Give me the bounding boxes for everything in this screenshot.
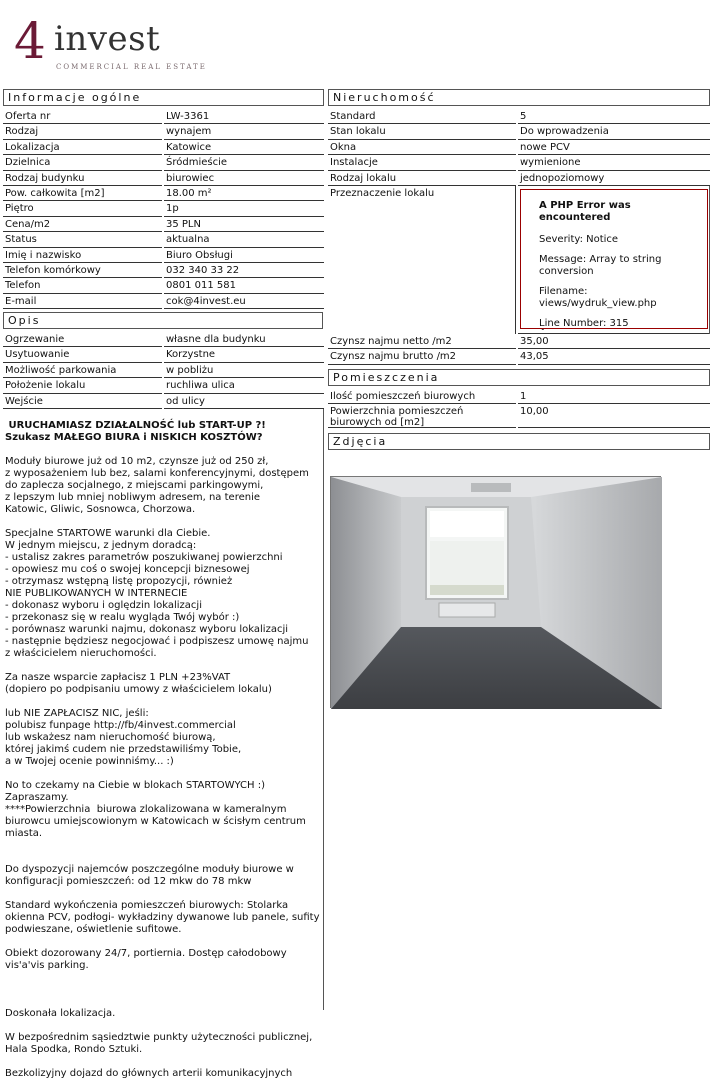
general-info-label: Oferta nr <box>3 109 162 124</box>
general-info-label: Lokalizacja <box>3 140 162 155</box>
office-photo-image <box>331 477 662 709</box>
rooms-value: 1 <box>518 389 710 404</box>
property-value: 5 <box>518 109 710 124</box>
rent-label: Czynsz najmu brutto /m2 <box>328 349 516 364</box>
general-info-value: 0801 011 581 <box>164 278 324 293</box>
property-value: nowe PCV <box>518 140 710 155</box>
attribute-label: Położenie lokalu <box>3 378 162 393</box>
general-info-table <box>3 109 324 309</box>
rent-value: 43,05 <box>518 349 710 364</box>
general-info-value: wynajem <box>164 124 324 139</box>
company-logo <box>14 12 207 74</box>
attribute-label: Możliwość parkowania <box>3 363 162 378</box>
rent-row <box>328 349 710 364</box>
property-table <box>328 109 710 186</box>
logo-word: invest <box>54 19 161 59</box>
attribute-label: Ogrzewanie <box>3 332 162 347</box>
rooms-label: Ilość pomieszczeń biurowych <box>328 389 516 404</box>
general-info-value: biurowiec <box>164 171 324 186</box>
general-info-label: Piętro <box>3 201 162 216</box>
php-error-severity: Severity: Notice <box>539 234 619 245</box>
general-info-row <box>3 186 324 201</box>
attribute-value: własne dla budynku <box>164 332 324 347</box>
general-info-row <box>3 294 324 309</box>
general-info-label: Pow. całkowita [m2] <box>3 186 162 201</box>
property-section-header: Nieruchomość <box>328 89 710 106</box>
description-section-header: Opis <box>3 312 323 329</box>
general-info-row <box>3 263 324 278</box>
attribute-value: w pobliżu <box>164 363 324 378</box>
property-row <box>328 124 710 139</box>
general-info-value: 1p <box>164 201 324 216</box>
logo-number: 4 <box>14 12 46 70</box>
attribute-row <box>3 394 324 409</box>
general-info-row <box>3 124 324 139</box>
property-label: Standard <box>328 109 516 124</box>
rent-label: Czynsz najmu netto /m2 <box>328 334 516 349</box>
rooms-row <box>328 404 710 428</box>
purpose-label: Przeznaczenie lokalu <box>328 186 516 334</box>
rooms-table <box>328 389 710 428</box>
general-section-header: Informacje ogólne <box>3 89 324 106</box>
left-column <box>3 89 324 1080</box>
description-headline: URUCHAMIASZ DZIAŁALNOŚĆ lub START-UP ?! Szukasz MAŁEGO BIURA i NISKICH KOSZTÓW? <box>5 420 266 444</box>
attribute-row <box>3 363 324 378</box>
description-body: Moduły biurowe już od 10 m2, czynsze już od 250 zł, z wyposażeniem lub bez, salami konferencyjnymi, dostępem do zaplecza socjalnego, z miejscami parkingowymi, z lepszym lub mniej nobliwym adresem, na terenie Katowic, Gliwic, Sosnowca, Chorzowa. Specjalne STARTOWE warunki dla Ciebie. W jednym miejscu, z jednym doradcą: - ustalisz zakres parametrów poszukiwanej powierzchni - opowiesz mu coś o swojej koncepcji biznesowej - otrzymasz wstępną listę propozycji, również NIE PUBLIKOWANYCH W INTERNECIE - dokonasz wyboru i oględzin lokalizacji - przekonasz się w realu wygląda Twój wybór :) - porównasz warunki najmu, dokonasz wyboru lokalizacji - następnie będziesz negocjować i podpiszesz umowę najmu z właścicielem nieruchomości. Za nasze wsparcie zapłacisz 1 PLN +23%VAT (dopiero po podpisaniu umowy z właścicielem lokalu) lub NIE ZAPŁACISZ NIC, jeśli: polubisz funpage http://fb/4invest.commercial lub wskażesz nam nieruchomość biurową, której jakimś cudem nie przedstawiliśmy Tobie, a w Twojej ocenie powinniśmy... :) No to czekamy na Ciebie w blokach STARTOWYCH :) Zapraszamy. ****Powierzchnia biurowa zlokalizowana w kameralnym biurowcu umiejscowionym w Katowicach w ścisłym centrum miasta. Do dyspozycji najemców poszczególne moduły biurowe w konfiguracji pomieszczeń: od 12 mkw do 78 mkw Standard wykończenia pomieszczeń biurowych: Stolarka okienna PCV, podłogi- wykładziny dywanowe lub panele, sufity podwieszane, oświetlenie sufitowe. Obiekt dozorowany 24/7, portiernia. Dostęp całodobowy vis'a'vis parking. Doskonała lokalizacja. W bezpośrednim sąsiedztwie punkty użyteczności publicznej, Hala Spodka, Rondo Sztuki. Bezkolizyjny dojazd do głównych arterii komunikacyjnych <box>5 456 320 1080</box>
php-error-message: Message: Array to string conversion <box>539 254 662 277</box>
general-info-label: E-mail <box>3 294 162 309</box>
rooms-section-header: Pomieszczenia <box>328 369 710 386</box>
general-info-value: 18.00 m² <box>164 186 324 201</box>
general-info-value: 032 340 33 22 <box>164 263 324 278</box>
general-info-label: Telefon <box>3 278 162 293</box>
attribute-value: ruchliwa ulica <box>164 378 324 393</box>
general-info-label: Imię i nazwisko <box>3 248 162 263</box>
property-label: Stan lokalu <box>328 124 516 139</box>
general-info-label: Rodzaj <box>3 124 162 139</box>
property-row <box>328 109 710 124</box>
general-info-label: Rodzaj budynku <box>3 171 162 186</box>
attribute-row <box>3 332 324 347</box>
office-photo <box>330 476 661 708</box>
php-error-line: Line Number: 315 <box>539 318 629 329</box>
general-info-label: Status <box>3 232 162 247</box>
property-label: Rodzaj lokalu <box>328 171 516 186</box>
property-label: Instalacje <box>328 155 516 170</box>
general-info-row <box>3 201 324 216</box>
php-error-box <box>520 189 708 329</box>
general-info-value: LW-3361 <box>164 109 324 124</box>
property-label: Okna <box>328 140 516 155</box>
general-info-value: Katowice <box>164 140 324 155</box>
attribute-value: od ulicy <box>164 394 324 409</box>
general-info-row <box>3 248 324 263</box>
general-info-label: Cena/m2 <box>3 217 162 232</box>
php-error-filename: Filename: views/wydruk_view.php <box>539 286 657 309</box>
photos-section-header: Zdjęcia <box>328 433 710 450</box>
php-error-title: A PHP Error was encountered <box>539 200 631 223</box>
general-info-row <box>3 155 324 170</box>
attribute-value: Korzystne <box>164 347 324 362</box>
property-row <box>328 155 710 170</box>
rooms-label: Powierzchnia pomieszczeń biurowych od [m2] <box>328 404 516 428</box>
general-info-row <box>3 278 324 293</box>
general-info-value: cok@4invest.eu <box>164 294 324 309</box>
rent-table <box>328 334 710 365</box>
rent-value: 35,00 <box>518 334 710 349</box>
general-info-row <box>3 140 324 155</box>
rent-row <box>328 334 710 349</box>
logo-subtitle: COMMERCIAL REAL ESTATE <box>56 63 207 71</box>
attribute-label: Usytuowanie <box>3 347 162 362</box>
general-info-value: Śródmieście <box>164 155 324 170</box>
description-attributes-table <box>3 332 324 409</box>
property-value: jednopoziomowy <box>518 171 710 186</box>
general-info-row <box>3 232 324 247</box>
rooms-row <box>328 389 710 404</box>
attribute-row <box>3 378 324 393</box>
property-value: Do wprowadzenia <box>518 124 710 139</box>
rooms-value: 10,00 <box>518 404 710 428</box>
general-info-value: 35 PLN <box>164 217 324 232</box>
attribute-label: Wejście <box>3 394 162 409</box>
general-info-row <box>3 109 324 124</box>
general-info-value: Biuro Obsługi <box>164 248 324 263</box>
property-row <box>328 171 710 186</box>
general-info-value: aktualna <box>164 232 324 247</box>
general-info-row <box>3 217 324 232</box>
offer-description <box>3 420 324 1080</box>
attribute-row <box>3 347 324 362</box>
property-value: wymienione <box>518 155 710 170</box>
property-row <box>328 140 710 155</box>
general-info-row <box>3 171 324 186</box>
general-info-label: Dzielnica <box>3 155 162 170</box>
general-info-label: Telefon komórkowy <box>3 263 162 278</box>
